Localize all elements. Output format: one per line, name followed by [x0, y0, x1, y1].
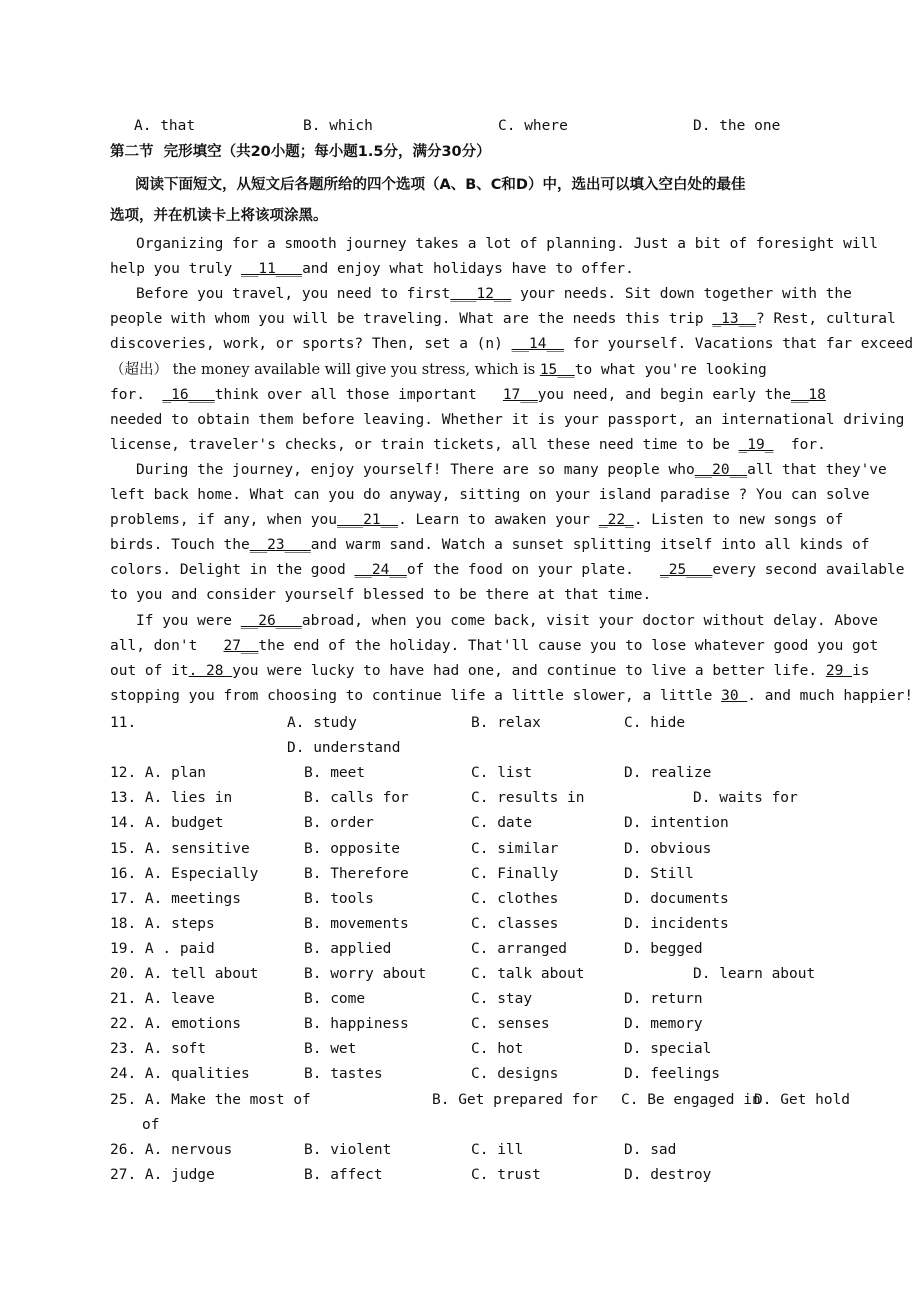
option-d: D. understand	[287, 740, 401, 757]
option-d: D. learn about	[693, 966, 816, 982]
question-number-option-a: 13. A. lies in	[110, 790, 233, 807]
passage-text: all, don't	[110, 637, 224, 654]
passage-line	[110, 310, 896, 328]
question-number-option-a: 26. A. nervous	[110, 1141, 233, 1158]
prev-option-c: C. where	[498, 118, 568, 134]
passage-line	[136, 461, 887, 479]
option-c: C. arranged	[471, 940, 568, 957]
passage-text: for yourself. Vacations that far exceed	[563, 336, 914, 353]
passage-text: all that they've	[747, 461, 887, 478]
passage-text: needed to obtain them before leaving. Whether it is your passport, an international driving	[110, 411, 905, 428]
option-d: D. waits for	[693, 790, 798, 807]
option-c: C. date	[471, 815, 533, 832]
option-c: C. similar	[471, 840, 559, 857]
option-c: C. hide	[624, 715, 686, 731]
option-a: A. study	[287, 715, 357, 731]
passage-line	[110, 361, 767, 379]
option-c: C. list	[471, 765, 533, 782]
passage-line	[110, 561, 904, 579]
option-c: C. Be engaged in	[621, 1091, 761, 1108]
passage-line	[110, 260, 634, 278]
blank: ___12__	[450, 286, 512, 303]
option-b: B. order	[304, 815, 374, 832]
question-number: 11.	[110, 715, 137, 731]
blank: _22_	[598, 512, 634, 529]
blank: __11___	[240, 261, 303, 278]
blank: 30	[721, 687, 748, 704]
prev-option-b: B. which	[303, 118, 373, 134]
question-number-option-a: 15. A. sensitive	[110, 840, 250, 857]
passage-text: out of it	[110, 662, 189, 679]
option-b: B. applied	[304, 940, 392, 957]
prev-option-a: A. that	[134, 118, 196, 134]
passage-text: . and much happier!	[747, 687, 914, 704]
passage-text: think over all those important	[214, 386, 503, 403]
passage-text: abroad, when you come back, visit your doctor without delay. Above	[301, 612, 879, 629]
passage-text: your needs. Sit down together with the	[511, 286, 852, 303]
blank: . 28	[188, 662, 233, 679]
option-d: D. begged	[624, 940, 703, 957]
option-c: C. Finally	[471, 865, 559, 882]
option-d: D. realize	[624, 765, 712, 782]
option-b: B. violent	[304, 1141, 392, 1158]
passage-line	[136, 612, 878, 630]
passage-text: During the journey, enjoy yourself! There are so many people who	[136, 461, 695, 478]
passage-text: （超出） the money available will give you stress, which is	[110, 361, 540, 378]
question-number-option-a: 23. A. soft	[110, 1041, 207, 1058]
passage-text: discoveries, work, or sports? Then, set a (n)	[110, 336, 512, 353]
passage-text: every second available	[712, 562, 905, 579]
option-d: D. feelings	[624, 1066, 721, 1083]
passage-text: and enjoy what holidays have to offer.	[302, 261, 634, 278]
option-d: D. destroy	[624, 1166, 712, 1183]
blank: 27__	[223, 637, 259, 654]
passage-line	[110, 436, 826, 454]
question-number-option-a: 21. A. leave	[110, 991, 215, 1008]
option-c: C. clothes	[471, 890, 559, 907]
passage-text: problems, if any, when you	[110, 512, 337, 529]
passage-text: you need, and begin early the	[537, 386, 791, 403]
passage-text: birds. Touch the	[110, 537, 250, 554]
blank: __20__	[694, 461, 748, 478]
option-c: C. ill	[471, 1141, 524, 1158]
option-b: B. come	[304, 991, 366, 1008]
passage-line	[110, 335, 913, 353]
option-b: B. worry about	[304, 966, 427, 982]
option-d: D. sad	[624, 1141, 677, 1158]
option-b: B. happiness	[304, 1016, 409, 1033]
passage-line	[110, 486, 870, 504]
option-b: B. tastes	[304, 1066, 383, 1083]
passage-text: is	[852, 662, 870, 679]
blank: 29	[825, 662, 853, 679]
option-c: C. results in	[471, 790, 585, 807]
passage-line	[110, 586, 651, 604]
option-c: C. talk about	[471, 966, 585, 982]
passage-text: license, traveler's checks, or train tickets, all these need time to be	[110, 436, 739, 453]
blank: _16___	[162, 386, 215, 403]
passage-text: Before you travel, you need to first	[136, 286, 451, 303]
question-number-option-a: 17. A. meetings	[110, 890, 241, 907]
passage-text: ? Rest, cultural	[756, 311, 896, 328]
passage-text: If you were	[136, 612, 241, 629]
passage-text: left back home. What can you do anyway, sitting on your island paradise ? You can solve	[110, 487, 870, 503]
question-number-option-a: 14. A. budget	[110, 815, 224, 832]
passage-line	[136, 235, 878, 253]
passage-line	[110, 536, 870, 554]
option-d: D. documents	[624, 890, 729, 907]
option-b: B. wet	[304, 1041, 357, 1058]
option-c: C. hot	[471, 1041, 524, 1058]
option-c: C. trust	[471, 1166, 541, 1183]
option-c: C. designs	[471, 1066, 559, 1083]
question-number-option-a: 24. A. qualities	[110, 1066, 250, 1083]
passage-text: for.	[110, 386, 163, 403]
passage-line	[110, 637, 878, 655]
option-d: D. incidents	[624, 915, 729, 932]
blank: __26___	[240, 612, 302, 629]
option-a-continued: of	[142, 1116, 160, 1133]
passage-text: . Listen to new songs of	[633, 512, 844, 529]
option-d: D. return	[624, 991, 703, 1008]
blank: _13__	[712, 311, 757, 328]
passage-line	[110, 511, 843, 529]
blank: 17__	[502, 386, 538, 403]
prev-option-d: D. the one	[693, 118, 781, 134]
passage-line	[110, 386, 826, 404]
option-b: B. tools	[304, 890, 374, 907]
question-number-option-a: 18. A. steps	[110, 915, 215, 932]
option-d: D. Still	[624, 865, 694, 882]
passage-text: to what you're looking	[574, 361, 767, 378]
passage-text: colors. Delight in the good	[110, 562, 355, 579]
passage-text: people with whom you will be traveling. What are the needs this trip	[110, 311, 713, 328]
option-b: B. affect	[304, 1166, 383, 1183]
option-b: B. movements	[304, 915, 409, 932]
passage-line	[110, 411, 904, 429]
option-c: C. classes	[471, 915, 559, 932]
passage-line	[110, 687, 913, 705]
option-b: B. Therefore	[304, 865, 409, 882]
passage-text: and warm sand. Watch a sunset splitting itself into all kinds of	[310, 537, 870, 554]
option-b: B. meet	[304, 765, 366, 782]
passage-text: the end of the holiday. That'll cause you to lose whatever good you got	[258, 637, 879, 654]
question-number-option-a: 16. A. Especially	[110, 865, 259, 882]
option-d: D. intention	[624, 815, 729, 832]
question-number-option-a: 22. A. emotions	[110, 1016, 241, 1033]
question-number-option-a: 25. A. Make the most of	[110, 1091, 311, 1108]
instructions-line-1: 阅读下面短文，从短文后各题所给的四个选项（A、B、C和D）中，选出可以填入空白处的最佳	[135, 177, 746, 193]
option-d: D. Get hold	[754, 1091, 851, 1108]
passage-text: you were lucky to have had one, and continue to live a better life.	[232, 662, 826, 679]
blank: ___21__	[336, 512, 399, 529]
blank: __14__	[511, 336, 564, 353]
passage-text: of the food on your plate.	[406, 562, 660, 579]
blank: __24__	[354, 562, 407, 579]
option-b: B. Get prepared for	[432, 1091, 598, 1108]
blank: __23___	[249, 537, 311, 554]
blank: 15__	[539, 361, 575, 378]
option-d: D. obvious	[624, 840, 712, 857]
question-number-option-a: 12. A. plan	[110, 765, 207, 782]
option-c: C. stay	[471, 991, 533, 1008]
option-b: B. calls for	[304, 790, 409, 807]
option-b: B. opposite	[304, 840, 401, 857]
passage-text: Organizing for a smooth journey takes a lot of planning. Just a bit of foresight will	[136, 236, 879, 252]
passage-text: to you and consider yourself blessed to be there at that time.	[110, 587, 652, 604]
passage-line	[136, 285, 852, 303]
section-title: 第二节 完形填空（共20小题；每小题1.5分，满分30分）	[110, 144, 491, 160]
blank: _25___	[660, 562, 713, 579]
question-number-option-a: 20. A. tell about	[110, 966, 259, 982]
passage-text: help you truly	[110, 261, 241, 278]
option-b: B. relax	[471, 715, 541, 731]
passage-text: . Learn to awaken your	[398, 512, 599, 529]
option-d: D. memory	[624, 1016, 703, 1033]
blank: __18	[790, 386, 826, 403]
question-number-option-a: 19. A . paid	[110, 940, 215, 957]
option-c: C. senses	[471, 1016, 550, 1033]
passage-text: stopping you from choosing to continue life a little slower, a little	[110, 687, 722, 704]
instructions-line-2: 选项，并在机读卡上将该项涂黑。	[110, 208, 328, 224]
blank: _19_	[738, 436, 774, 453]
question-number-option-a: 27. A. judge	[110, 1166, 215, 1183]
option-d: D. special	[624, 1041, 712, 1058]
passage-text: for.	[773, 436, 826, 453]
passage-line	[110, 662, 870, 680]
